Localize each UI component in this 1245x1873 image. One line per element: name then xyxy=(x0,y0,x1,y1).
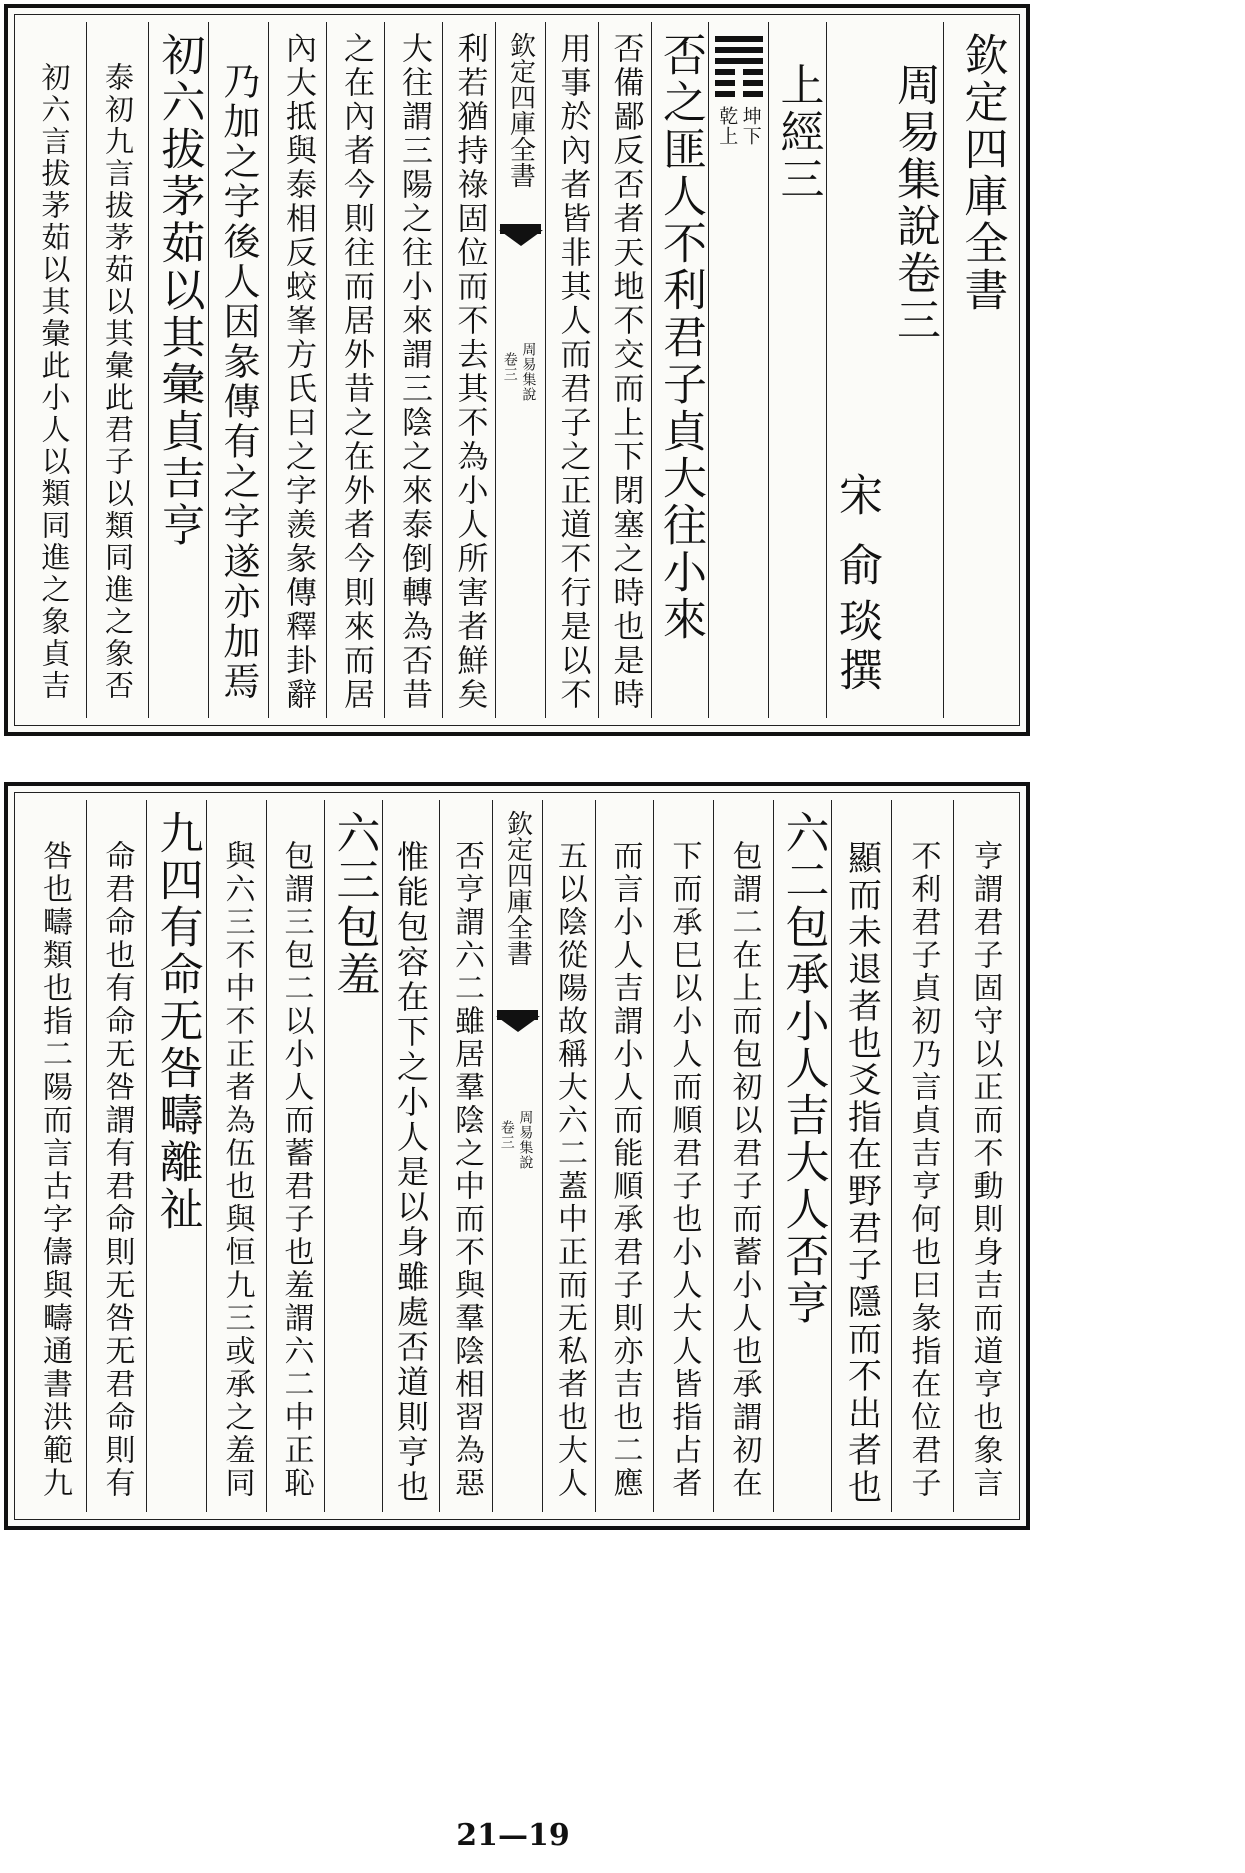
text-column xyxy=(651,22,708,718)
text-column xyxy=(653,800,713,1512)
running-header: 欽定四庫全書 xyxy=(956,32,1008,314)
text-column xyxy=(439,800,492,1512)
text-column xyxy=(891,800,953,1512)
text-column xyxy=(595,800,653,1512)
hexagram-line-2 xyxy=(715,47,763,53)
text-column xyxy=(266,800,324,1512)
text-column xyxy=(384,22,442,718)
section-column xyxy=(768,22,826,718)
column-text: 泰初九言拔茅茹以其彙此君子以類同進之象否 xyxy=(101,62,135,702)
column-text: 命君命也有命无咎謂有君命則无咎无君命則有 xyxy=(99,840,135,1500)
text-column xyxy=(773,800,831,1512)
text-column xyxy=(953,800,1015,1512)
text-column xyxy=(86,22,148,718)
center-sub-title: 周易集說 xyxy=(520,342,537,402)
hexagram-line-1 xyxy=(715,36,763,42)
text-column xyxy=(22,22,86,718)
author-name: 俞琰 xyxy=(831,542,882,654)
text-column xyxy=(442,22,495,718)
text-column xyxy=(146,800,206,1512)
fishtail-mark xyxy=(493,1010,542,1034)
column-text: 包謂二在上而包初以君子而蓄小人也承謂初在 xyxy=(726,840,762,1500)
center-fold xyxy=(495,22,545,718)
column-text: 九四有命无咎疇離祉 xyxy=(151,810,203,1233)
column-text: 惟能包容在下之小人是以身雖處否道則亨也 xyxy=(392,840,430,1505)
hexagram-line-3 xyxy=(715,58,763,64)
center-header: 欽定四庫全書 xyxy=(502,810,533,966)
column-text: 初六言拔茅茹以其彙此小人以類同進之象貞吉 xyxy=(37,62,72,702)
hexagram-line-6 xyxy=(715,91,763,97)
column-text: 與六三不中不正者為伍也與恒九三或承之羞同 xyxy=(219,840,255,1500)
column-text: 而言小人吉謂小人而能順承君子則亦吉也二應 xyxy=(607,840,643,1500)
center-fold xyxy=(492,800,542,1512)
text-column xyxy=(208,22,268,718)
column-text: 顯而未退者也爻指在野君子隱而不出者也 xyxy=(841,840,882,1506)
column-text: 乃加之字後人因彖傳有之字遂亦加焉 xyxy=(217,62,260,702)
text-column xyxy=(268,22,326,718)
author-dynasty: 宋 xyxy=(831,472,882,519)
fishtail-mark xyxy=(496,224,545,248)
column-text: 咎也疇類也指二陽而言古字儔與疇通書洪範九 xyxy=(37,840,72,1500)
text-column xyxy=(598,22,651,718)
column-text: 利若猶持祿固位而不去其不為小人所害者鮮矣 xyxy=(451,32,488,712)
hexagram-line-5 xyxy=(715,80,763,86)
column-text: 不利君子貞初乃言貞吉亨何也曰彖指在位君子 xyxy=(905,840,941,1500)
text-column xyxy=(382,800,439,1512)
center-sub-title: 周易集說 xyxy=(517,1110,534,1170)
trigram-upper: 乾上 xyxy=(716,106,739,146)
column-text: 否亨謂六二雖居羣陰之中而不與羣陰相習為惡 xyxy=(449,840,484,1500)
text-column xyxy=(324,800,382,1512)
text-column xyxy=(22,800,86,1512)
text-column xyxy=(713,800,773,1512)
column-text: 下而承巳以小人而順君子也小人大人皆指占者 xyxy=(666,840,702,1500)
center-volume: 卷三 xyxy=(498,1120,515,1150)
column-text: 五以陰從陽故稱大六二蓋中正而无私者也大人 xyxy=(552,840,587,1500)
book-title-column xyxy=(885,22,943,718)
bottom-page-panel xyxy=(4,782,1030,1530)
column-text: 否之匪人不利君子貞大往小來 xyxy=(655,32,706,643)
text-column xyxy=(206,800,266,1512)
hexagram-column xyxy=(708,22,768,718)
section-title: 上經三 xyxy=(772,62,824,203)
running-header-column xyxy=(943,22,1019,718)
center-volume: 卷三 xyxy=(501,352,518,382)
text-column xyxy=(542,800,595,1512)
column-text: 之在內者今則往而居外昔之在外者今則來而居 xyxy=(338,32,374,712)
text-column xyxy=(545,22,598,718)
book-title: 周易集說卷三 xyxy=(889,62,940,344)
center-header: 欽定四庫全書 xyxy=(505,32,536,188)
hexagram-line-4 xyxy=(715,69,763,75)
column-text: 初六拔茅茹以其彙貞吉亨 xyxy=(153,32,205,549)
trigram-lower: 坤下 xyxy=(739,106,762,146)
hexagram-pi-symbol xyxy=(715,36,763,102)
text-column xyxy=(148,22,208,718)
top-page-panel xyxy=(4,4,1030,736)
column-text: 用事於內者皆非其人而君子之正道不行是以不 xyxy=(554,32,591,712)
page-number: 21—19 xyxy=(456,1818,570,1853)
column-text: 內大抵與泰相反蛟峯方氏曰之字羨彖傳釋卦辭 xyxy=(280,32,316,712)
column-text: 六三包羞 xyxy=(328,810,380,998)
column-text: 否備鄙反否者天地不交而上下閉塞之時也是時 xyxy=(607,32,644,712)
author-column xyxy=(826,22,885,718)
column-text: 六二包承小人吉大人否亨 xyxy=(777,810,829,1327)
column-text: 大往謂三陽之往小來謂三陰之來泰倒轉為否昔 xyxy=(396,32,432,712)
text-column xyxy=(831,800,891,1512)
text-column xyxy=(326,22,384,718)
column-text: 亨謂君子固守以正而不動則身吉而道亨也象言 xyxy=(967,840,1003,1500)
column-text: 包謂三包二以小人而蓄君子也羞謂六二中正恥 xyxy=(278,840,314,1500)
text-column xyxy=(86,800,146,1512)
author-role: 撰 xyxy=(831,647,882,694)
